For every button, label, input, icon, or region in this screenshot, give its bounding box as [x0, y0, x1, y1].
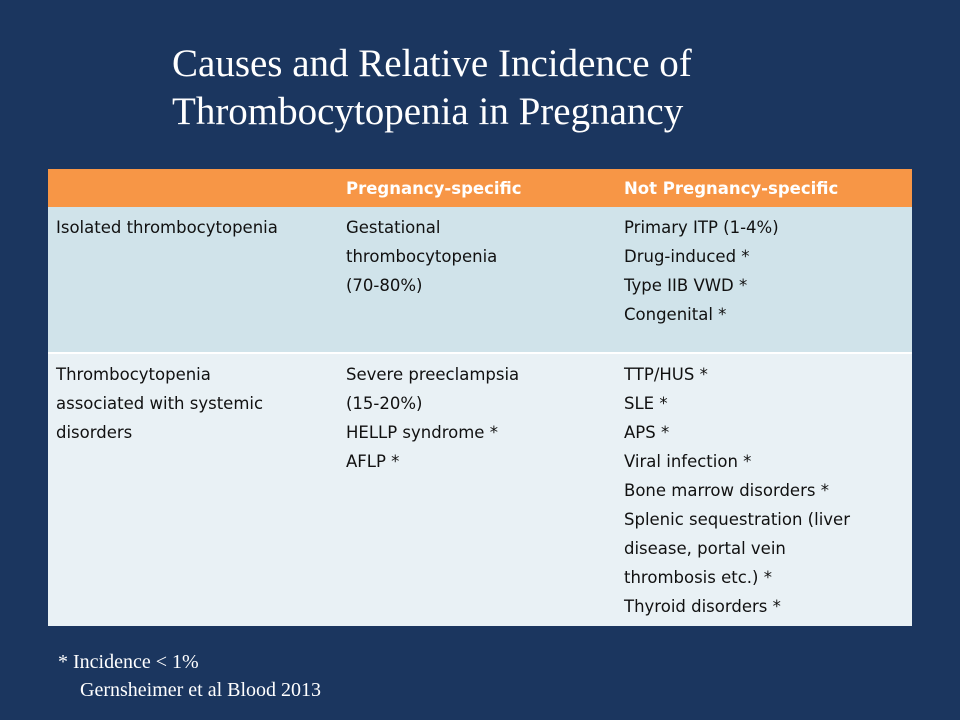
cell-line: Congenital * [624, 305, 727, 324]
cell-line: Severe preeclampsia [346, 365, 520, 384]
table-row [48, 207, 912, 353]
footnote [58, 648, 321, 704]
header-pregnancy-specific: Pregnancy-specific [338, 169, 616, 207]
cell-line: APS * [624, 423, 670, 442]
header-not-pregnancy-specific: Not Pregnancy-specific [616, 169, 912, 207]
cell-line: Primary ITP (1-4%) [624, 218, 779, 237]
row-label-isolated [48, 207, 338, 353]
cell-line: HELLP syndrome * [346, 423, 498, 442]
table-row [48, 353, 912, 626]
cell-line: Splenic sequestration (liver [624, 510, 850, 529]
cell-line: Gestational [346, 218, 441, 237]
cell-line: Thrombocytopenia [56, 365, 211, 384]
cell-line: thrombocytopenia [346, 247, 498, 266]
cell-line: TTP/HUS * [624, 365, 708, 384]
cell-line: AFLP * [346, 452, 400, 471]
cell-not-pregnancy-specific [616, 353, 912, 626]
slide-title [172, 40, 932, 136]
cell-pregnancy-specific [338, 353, 616, 626]
table-header-row [48, 169, 912, 207]
cell-line: Bone marrow disorders * [624, 481, 829, 500]
cell-line: Type IIB VWD * [624, 276, 748, 295]
causes-table [48, 169, 912, 626]
row-label-systemic [48, 353, 338, 626]
cell-line: Viral infection * [624, 452, 752, 471]
cell-pregnancy-specific [338, 207, 616, 353]
cell-line: SLE * [624, 394, 668, 413]
cell-line: (15-20%) [346, 394, 423, 413]
cell-line: disease, portal vein [624, 539, 786, 558]
citation: Gernsheimer et al Blood 2013 [80, 679, 322, 701]
cell-line: disorders [56, 423, 133, 442]
cell-line: Drug-induced * [624, 247, 750, 266]
footnote-incidence: * Incidence < 1% [58, 651, 199, 673]
cell-not-pregnancy-specific [616, 207, 912, 353]
title-line-2: Thrombocytopenia in Pregnancy [172, 90, 684, 133]
cell-line: (70-80%) [346, 276, 423, 295]
title-line-1: Causes and Relative Incidence of [172, 42, 692, 85]
cell-line: Isolated thrombocytopenia [56, 218, 278, 237]
header-empty [48, 169, 338, 207]
cell-line: associated with systemic [56, 394, 264, 413]
cell-line: thrombosis etc.) * [624, 568, 772, 587]
cell-line: Thyroid disorders * [624, 597, 781, 616]
